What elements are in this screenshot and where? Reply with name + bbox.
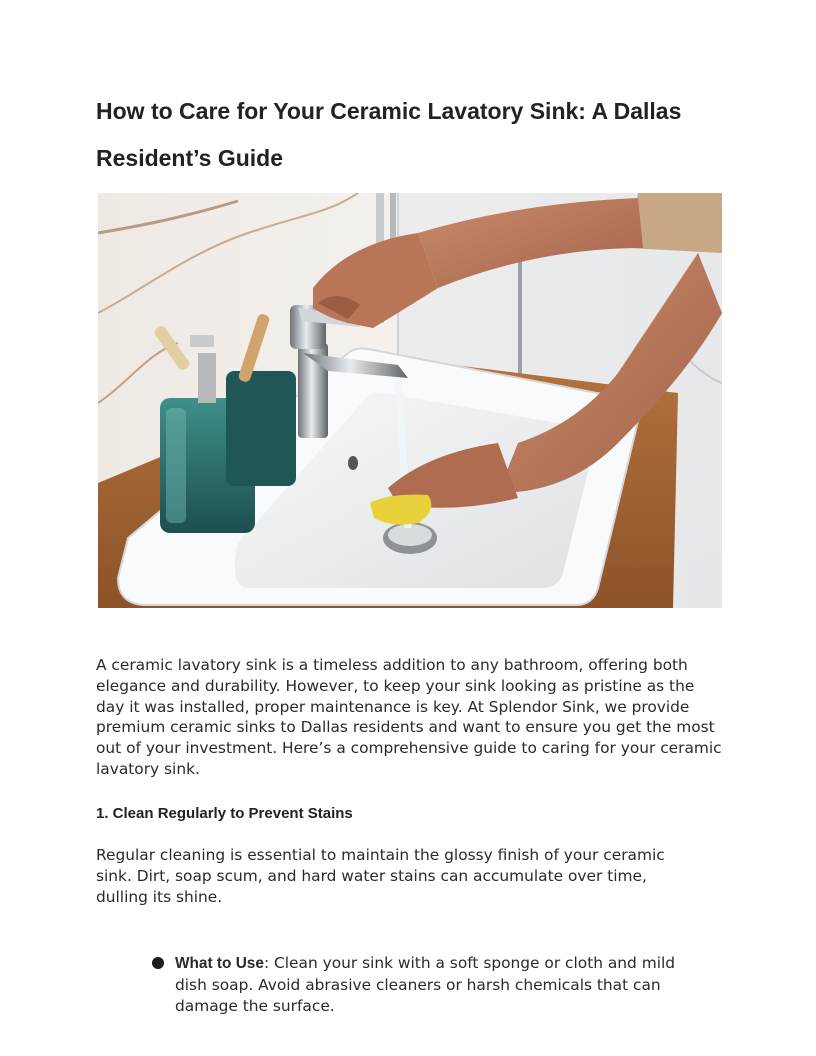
article-title: How to Care for Your Ceramic Lavatory Sink: A Dallas Resident’s Guide [96, 98, 682, 171]
sink-cleaning-photo [98, 193, 722, 608]
tips-list [150, 953, 710, 1016]
section-heading: 1. Clean Regularly to Prevent Stains [96, 805, 353, 822]
section-paragraph: Regular cleaning is essential to maintain the glossy finish of your ceramic sink. Dirt, soap scum, and hard water stains can accumulate over time, dulling its shine. [96, 846, 665, 906]
bullet-icon [152, 957, 164, 969]
bullet-term: What to Use [175, 955, 264, 972]
list-item [150, 953, 710, 1016]
intro-paragraph: A ceramic lavatory sink is a timeless addition to any bathroom, offering both elegance and durability. However, to keep your sink looking as pristine as the day it was installed, proper maintenance is key. At Splendor Sink, we provide premium ceramic sinks to Dallas residents and want to ensure you get the most out of your investment. Here’s a comprehensive guide to caring for your ceramic lavatory sink. [96, 656, 722, 778]
bullet-text: : Clean your sink with a soft sponge or cloth and mild dish soap. Avoid abrasive cleaners or harsh chemicals that can damage the surface. [175, 954, 676, 1015]
